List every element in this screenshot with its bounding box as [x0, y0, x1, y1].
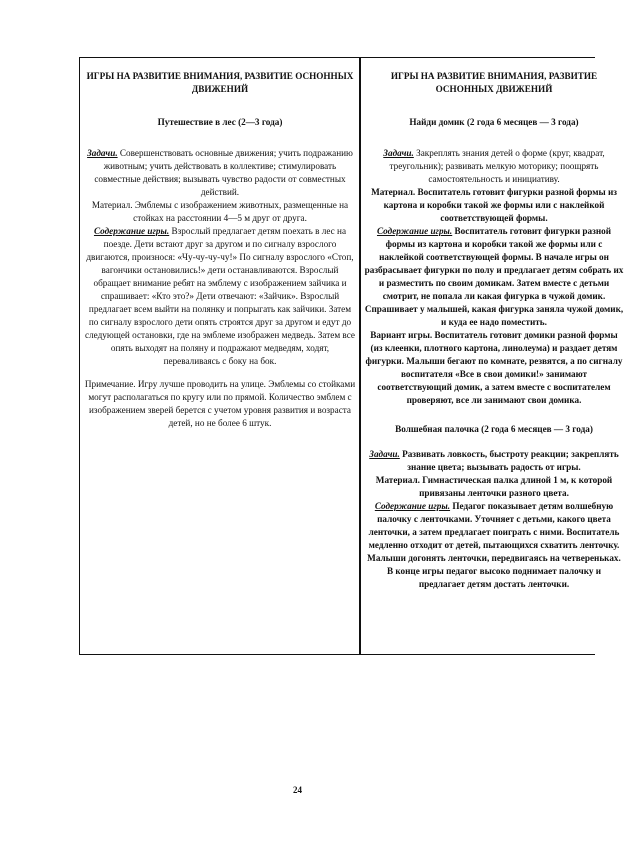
content-label: Содержание игры. — [93, 226, 170, 236]
right-game-title: Найди домик (2 года 6 месяцев — 3 года) — [409, 117, 579, 127]
tasks-label: Задачи. — [383, 148, 414, 158]
tasks-label: Задачи. — [369, 449, 400, 459]
left-game-title: Путешествие в лес (2—3 года) — [157, 117, 283, 127]
content-label: Содержание игры. — [374, 501, 451, 511]
right-material2: Материал. Гимнастическая палка длиной 1 м, к которой привязаны ленточки разного цвета. — [375, 475, 613, 498]
right-variant: Вариант игры. Воспитатель готовит домики разной формы (из клеенки, плотного картона, линолеума) и раздает детям фигурки. Малыши бегают по комнате, резвятся, а по сигналу воспитателя «Все в свои домики!» занимают соответствующий домик, а затем вместе с воспитателем проверяют, все ли занимают свои домика. — [365, 330, 623, 405]
content-text: Взрослый предлагает детям поехать в лес на поезде. Дети встают друг за другом и по сигналу взрослого двигаются, произнося: «Чу-чу-чу-чу!» По сигналу взрослого «Стоп, вагончики остановились!» дети останавливаются. Взрослый обращает внимание ребят на эмблему с изображением зайчика и спрашивает: «Кто это?» Дети отвечают: «Зайчик». Взрослый предлагает всем выйти на полянку и попрыгать как зайчики. Затем по сигналу взрослого дети опять строятся друг за другом и едут до следующей остановки, где на эмблеме изображен медведь. Затем все опять выходят на поляну и подражают медведям, ходят, переваливаясь с боку на бок. — [85, 226, 355, 366]
content-label: Содержание игры. — [376, 226, 453, 236]
right-column-clip — [361, 58, 624, 654]
left-heading: ИГРЫ НА РАЗВИТИЕ ВНИМАНИЯ, РАЗВИТИЕ ОСНОННЫХ ДВИЖЕНИЙ — [86, 71, 354, 94]
right-game2-title: Волшебная палочка (2 года 6 месяцев — 3 года) — [395, 424, 593, 434]
left-note: Примечание. Игру лучше проводить на улице. Эмблемы со стойками могут располагаться по кругу или по прямой. Количество эмблем с изображением зверей берется с учетом уровня развития и возраста детей, но не более 6 штук. — [84, 379, 356, 428]
tasks-text: Развивать ловкость, быстроту реакции; закреплять знание цвета; вызывать радость от игры. — [399, 449, 619, 472]
left-material: Материал. Эмблемы с изображением животных, размещенные на стойках на расстоянии 4—5 м друг от друга. — [91, 200, 349, 223]
left-tasks — [84, 147, 356, 199]
tasks-text: Закреплять знания детей о форме (круг, квадрат, треугольник); развивать мелкую моторику; поощрять самостоятельность и инициативу. — [389, 148, 605, 184]
right-column — [364, 70, 624, 591]
right-tasks — [364, 147, 624, 186]
content-text: Педагог показывает детям волшебную палочку с ленточками. Уточняет с детьми, какого цвета ленточки, а затем предлагает поиграть с ними. Воспитатель медленно отходит от детей, пытающихся схватить ленточку. Малыши догонять ленточки, передвигаясь на четвереньках. В конце игры педагог высоко поднимает палочку и предлагает детям достать ленточки. — [367, 501, 621, 589]
page-number: 24 — [293, 785, 302, 795]
right-tasks2 — [364, 448, 624, 474]
right-content2 — [364, 500, 624, 591]
content-text: Воспитатель готовит фигурки разной формы из картона и коробки такой же формы или с наклейкой соответствующей формы. В начале игры он разбрасывает фигурки по полу и предлагает детям собрать их и разместить по своим домикам. Затем вместе с детьми смотрит, не попала ли какая фигурка в чужой домик. Спрашивает у малышей, какая фигурка заняла чужой домик, и куда ее надо поместить. — [364, 226, 624, 327]
left-content — [84, 225, 356, 368]
left-column — [84, 70, 356, 430]
right-heading: ИГРЫ НА РАЗВИТИЕ ВНИМАНИЯ, РАЗВИТИЕ ОСНОННЫХ ДВИЖЕНИЙ — [390, 71, 598, 94]
right-material: Материал. Воспитатель готовит фигурки разной формы из картона и коробки такой же формы или с наклейкой соответствующей формы. — [371, 187, 617, 223]
tasks-text: Совершенствовать основные движения; учить подражанию животным; учить действовать в коллективе; стимулировать совместные действия; вызывать чувство радости от совместных действий. — [94, 148, 353, 197]
right-content — [364, 225, 624, 329]
tasks-label: Задачи. — [87, 148, 118, 158]
